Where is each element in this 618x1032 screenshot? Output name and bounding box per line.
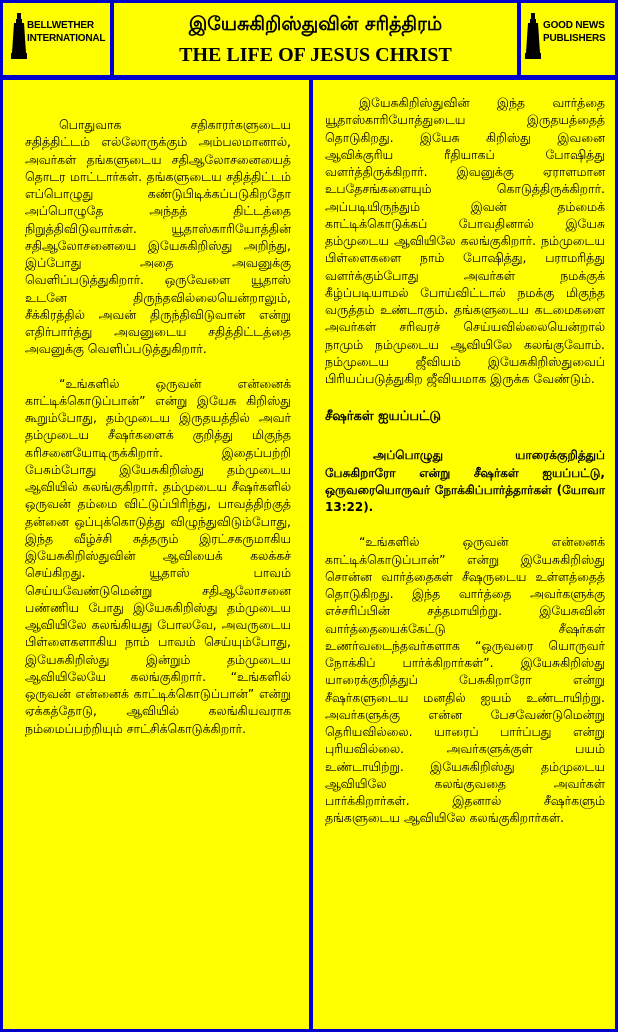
good-news-logo [521, 3, 615, 75]
left-paragraph-2: “உங்களில் ஒருவன் என்னைக் காட்டிக்கொடுப்பான்” என்று இயேசு கிறிஸ்து கூறும்போது, தம்முடைய இருதயத்தில் அவர் தம்முடைய சீஷர்களைக் குறித்து மிகுந்த கரிசனையோடிருக்கிறார். இதைப்பற்றி பேசும்போது இயேசுகிறிஸ்து தம்முடைய ஆவியில் கலங்குகிறார். தம்முடைய சீஷர்களில் ஒருவன் தம்மை விட்டுப்பிரிந்து, பாவத்திற்குத் தன்னை ஒப்புக்கொடுத்து விழுந்துவிடும்போது, இந்த வீழ்ச்சி சுத்தரும் இரட்சகருமாகிய இயேசுகிறிஸ்துவின் ஆவியைக் கலக்கச் செய்கிறது. யூதாஸ் பாவம் செய்யவேண்டுமென்று சதிஆலோசனை பண்ணிய போது இயேசுகிறிஸ்து தம்முடைய ஆவியிலே கலங்கியது போலவே, அவருடைய பிள்ளைகளாகிய நாம் பாவம் செய்யும்போது, இயேசுகிறிஸ்து இன்றும் தம்முடைய ஆவியிலேயே கலங்குகிறார். “உங்களில் ஒருவன் என்னைக் காட்டிக்கொடுப்பான்” என்று ஏக்கத்தோடு, ஆவியில் கலங்கியவராக நம்மைப்பற்றியும் சாட்சிக்கொடுக்கிறார். [25, 375, 291, 736]
section-heading: சீஷர்கள் ஐயப்பட்டு [325, 409, 441, 425]
shepherd-icon [525, 13, 541, 59]
title-tamil: இயேசுகிறிஸ்துவின் சரித்திரம் [188, 13, 443, 35]
publisher-right-line-1: GOOD NEWS [543, 20, 605, 31]
title-banner [114, 3, 517, 75]
left-paragraph-1: பொதுவாக சதிகாரர்களுடைய சதித்திட்டம் எல்லோருக்கும் அம்பலமானால், அவர்கள் தங்களுடைய சதிஆலோசனையைத் தொடர மாட்டார்கள். தங்களுடைய சதித்திட்டம் எப்பொழுது கண்டுபிடிக்கப்படுகிறதோ அப்பொழுதே அந்தத் திட்டத்தை நிறுத்திவிடுவார்கள். யூதாஸ்காரியோத்தின் சதிஆலோசனையை இயேசுகிறிஸ்து அறிந்து, இப்போது அதை அவனுக்கு வெளிப்படுத்துகிறார். ஒருவேளை யூதாஸ் உடனே திருந்தவில்லையென்றாலும், சீக்கிரத்தில் அவன் திருந்திவிடுவான் என்று எதிர்பார்த்து அவனுடைய சதித்திட்டத்தை அவனுக்கு வெளிப்படுத்துகிறார். [25, 117, 291, 357]
publisher-right-line-2: PUBLISHERS [543, 33, 606, 44]
bellwether-logo [3, 3, 110, 75]
right-paragraph-2: “உங்களில் ஒருவன் என்னைக் காட்டிக்கொடுப்பான்” என்று இயேசுகிறிஸ்து சொன்ன வார்த்தைகள் சீஷருடைய உள்ளத்தைத் தொடுகிறது. இந்த வார்த்தை அவர்களுக்கு எச்சரிப்பின் சத்தமாயிற்று. இயேசுவின் வார்த்தையைக்கேட்டு சீஷர்கள் உணர்வடைந்தவர்களாக “ஒருவரை யொருவர் நோக்கிப் பார்க்கிறார்கள்”. இயேசுகிறிஸ்து யாரைக்குறித்துப் பேசுகிறாரோ என்று சீஷர்களுடைய மனதில் ஐயம் உண்டாயிற்று. அவர்களுக்கு என்ன பேசவேண்டுமென்று தெரியவில்லை. யாரைப் பார்ப்பது என்று புரியவில்லை. அவர்களுக்குள் பயம் உண்டாயிற்று. இயேசுகிறிஸ்து தம்முடைய ஆவியிலே கலங்குவதை அவர்கள் பார்க்கிறார்கள். இதனால் சீஷர்களும் தங்களுடைய ஆவியிலே கலங்குகிறார்கள். [325, 534, 605, 826]
right-paragraph-1: இயேசுகிறிஸ்துவின் இந்த வார்த்தை யூதாஸ்காரியோத்துடைய இருதயத்தைத் தொடுகிறது. இயேசு கிறிஸ்து இவனை ஆவிக்குரிய ரீதியாகப் போஷித்து வளர்த்திருக்கிறார். இவனுக்கு ஏராளமான உபதேசங்களையும் கொடுத்திருக்கிறார். அப்படியிருந்தும் இவன் தம்மைக் காட்டிக்கொடுக்கப் போவதினால் இயேசு தம்முடைய ஆவியிலே கலங்குகிறார். நம்முடைய பிள்ளைகளை நாம் போஷித்து, பராமரித்து வளர்க்கும்போது அவர்கள் நமக்குக் கீழ்ப்படியாமல் போய்விட்டால் நமக்கு மிகுந்த வருத்தம் உண்டாகும். தங்களுடைய கடமைகளை அவர்கள் சரிவரச் செய்யவில்லையென்றால் நாமும் நம்முடைய ஆவியிலே கலங்குவோம். நம்முடைய ஜீவியம் இயேசுகிறிஸ்துவைப் பிரியப்படுத்துகிற ஜீவியமாக இருக்க வேண்டும். [325, 95, 605, 386]
title-english: THE LIFE OF JESUS CHRIST [179, 44, 452, 66]
scripture-quote: அப்பொழுது யாரைக்குறித்துப் பேசுகிறாரோ என்று சீஷர்கள் ஐயப்பட்டு, ஒருவரையொருவர் நோக்கிப்பார்த்தார்கள் (யோவா 13:22). [325, 448, 605, 514]
right-column [313, 80, 615, 1029]
shepherd-icon [11, 13, 27, 59]
publisher-left-line-2: INTERNATIONAL [27, 33, 106, 44]
publisher-right-name [543, 19, 615, 45]
left-column [3, 80, 309, 1029]
publisher-left-line-1: BELLWETHER [27, 20, 94, 31]
publisher-left-name [27, 19, 107, 45]
